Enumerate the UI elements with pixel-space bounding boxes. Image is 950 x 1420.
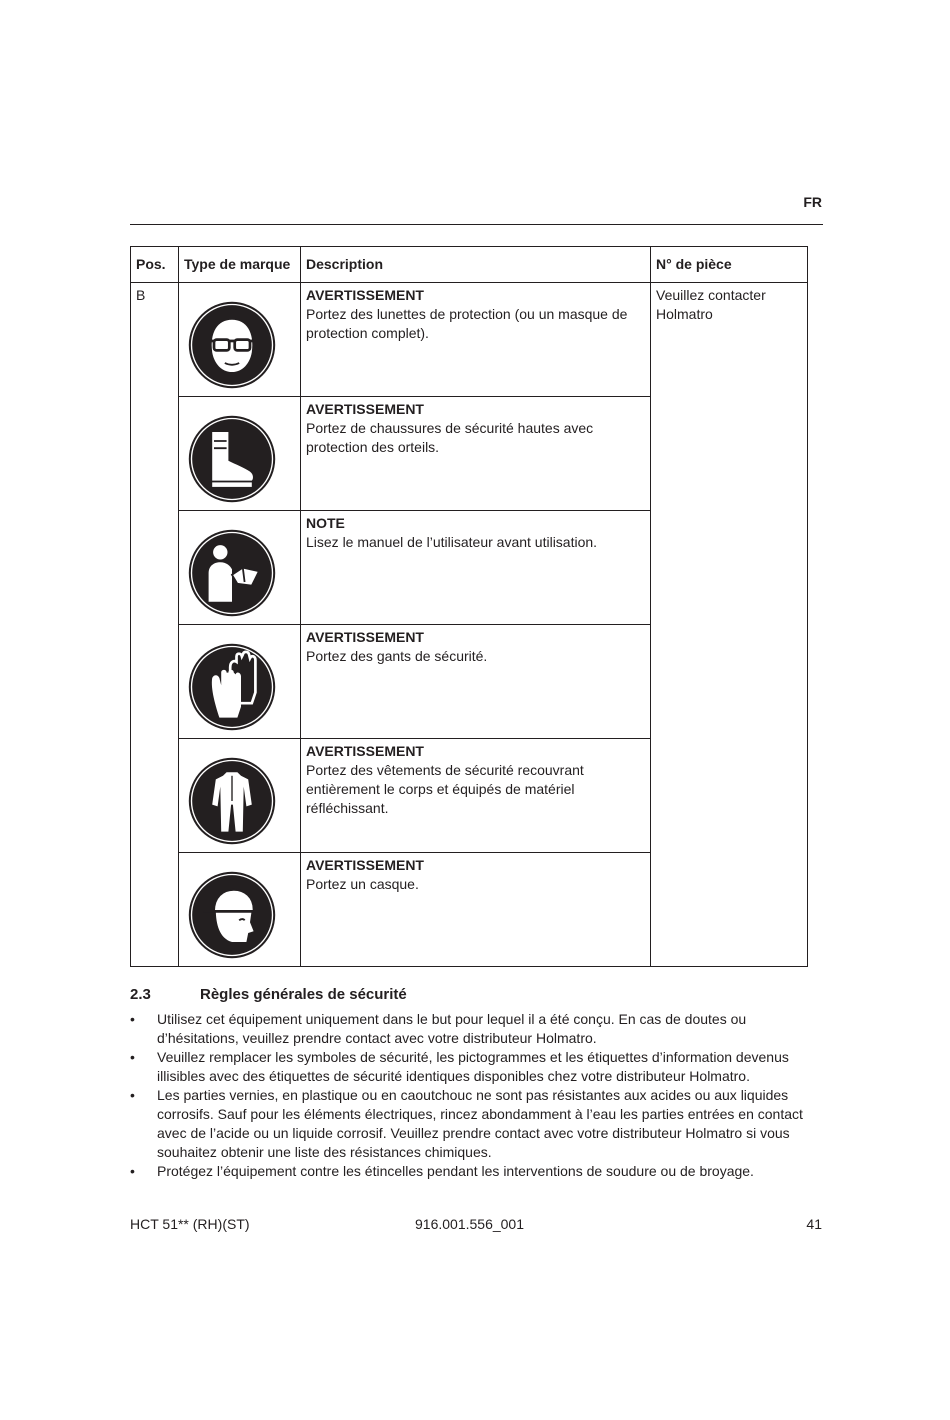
description-text: Lisez le manuel de l’utilisateur avant utilisation. xyxy=(306,534,598,550)
header-description: Description xyxy=(301,247,651,283)
description-title: AVERTISSEMENT xyxy=(306,287,424,303)
page-number: 41 xyxy=(806,1216,822,1232)
header-part-number: N° de pièce xyxy=(651,247,808,283)
description-text: Portez des gants de sécurité. xyxy=(306,648,488,664)
list-item: • Les parties vernies, en plastique ou en caoutchouc ne sont pas résistantes aux acides ou aux liquides corrosifs. Sauf pour les éléments électriques, rincez abondamment à l’eau les parties entrées en contact avec de l’acide ou un liquide corrosif. Veuillez prendre contact avec votre distributeur Holmatro si vous souhaitez obtenir une liste des résistances chimiques. xyxy=(130,1086,810,1162)
list-item: • Utilisez cet équipement uniquement dans le but pour lequel il a été conçu. En cas de doutes ou d’hésitations, veuillez prendre contact avec votre distributeur Holmatro. xyxy=(130,1010,810,1048)
table-row xyxy=(131,283,808,397)
header-rule xyxy=(130,224,823,225)
table-header-row xyxy=(131,247,808,283)
footer-model: HCT 51** (RH)(ST) xyxy=(130,1216,250,1232)
section-number: 2.3 xyxy=(130,986,151,1003)
description-title: AVERTISSEMENT xyxy=(306,629,424,645)
read-manual-icon xyxy=(187,528,277,618)
list-item: • Protégez l’équipement contre les étincelles pendant les interventions de soudure ou de broyage. xyxy=(130,1162,810,1181)
mark-cell xyxy=(179,511,301,625)
part-number-cell: Veuillez contacter Holmatro xyxy=(651,283,808,967)
mark-cell xyxy=(179,625,301,739)
description-cell xyxy=(301,625,651,739)
language-code: FR xyxy=(803,194,822,210)
eye-protection-icon xyxy=(187,300,277,390)
safety-marks-table xyxy=(130,246,808,967)
description-cell xyxy=(301,511,651,625)
description-cell xyxy=(301,397,651,511)
description-cell xyxy=(301,283,651,397)
description-cell xyxy=(301,739,651,853)
mark-cell xyxy=(179,283,301,397)
description-title: NOTE xyxy=(306,515,345,531)
description-title: AVERTISSEMENT xyxy=(306,857,424,873)
mark-cell xyxy=(179,853,301,967)
description-text: Portez un casque. xyxy=(306,876,419,892)
mark-cell xyxy=(179,397,301,511)
safety-helmet-icon xyxy=(187,870,277,960)
description-cell xyxy=(301,853,651,967)
footer-doc-number: 916.001.556_001 xyxy=(415,1216,524,1232)
description-title: AVERTISSEMENT xyxy=(306,743,424,759)
description-text: Portez des vêtements de sécurité recouvrant entièrement le corps et équipés de matériel réfléchissant. xyxy=(306,762,584,816)
description-text: Portez de chaussures de sécurité hautes avec protection des orteils. xyxy=(306,420,594,455)
header-type: Type de marque xyxy=(179,247,301,283)
safety-boots-icon xyxy=(187,414,277,504)
section-heading xyxy=(130,986,407,1003)
description-title: AVERTISSEMENT xyxy=(306,401,424,417)
header-pos: Pos. xyxy=(131,247,179,283)
pos-cell: B xyxy=(131,283,179,967)
section-title: Règles générales de sécurité xyxy=(200,986,407,1003)
mark-cell xyxy=(179,739,301,853)
list-item: • Veuillez remplacer les symboles de sécurité, les pictogrammes et les étiquettes d’information devenus illisibles avec des étiquettes de sécurité identiques disponibles chez votre distributeur Holmatro. xyxy=(130,1048,810,1086)
safety-rules-list xyxy=(130,1010,810,1181)
description-text: Portez des lunettes de protection (ou un masque de protection complet). xyxy=(306,306,628,341)
safety-gloves-icon xyxy=(187,642,277,732)
protective-clothing-icon xyxy=(187,756,277,846)
